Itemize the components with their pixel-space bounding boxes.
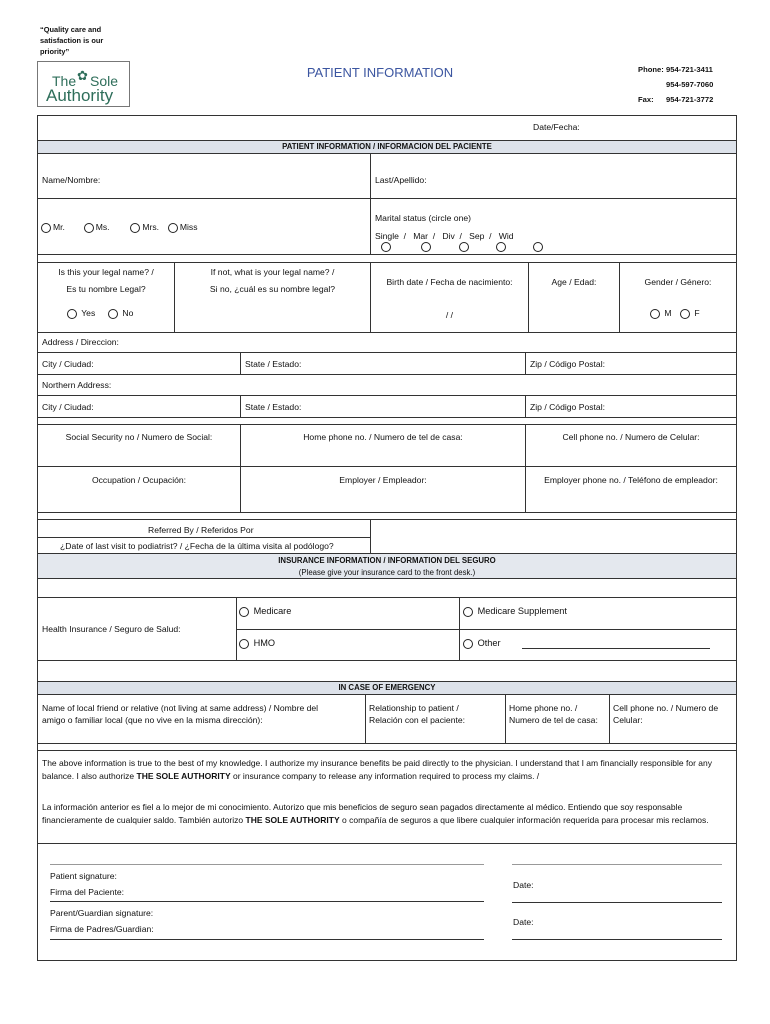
emergency-home-label-1[interactable]: Home phone no. /	[509, 703, 578, 713]
gender-f-option[interactable]: F	[680, 308, 700, 319]
gender-label: Gender / Género:	[644, 277, 712, 287]
patient-signature-label-es: Firma del Paciente:	[50, 887, 125, 897]
health-insurance-label: Health Insurance / Seguro de Salud:	[42, 624, 181, 634]
radio-single[interactable]	[381, 242, 391, 252]
phone-2: 954-597-7060	[666, 80, 714, 89]
birth-date-field[interactable]: / /	[445, 310, 454, 320]
patient-signature-label-en: Patient signature:	[50, 871, 117, 881]
guardian-signature-label-es: Firma de Padres/Guardian:	[50, 924, 154, 934]
radio-icon	[41, 223, 51, 233]
brand-name: THE SOLE AUTHORITY	[245, 815, 340, 825]
emergency-name-label-1[interactable]: Name of local friend or relative (not living at same address) / Nombre del	[42, 703, 319, 713]
age-label[interactable]: Age / Edad:	[551, 277, 597, 287]
logo-sole: Sole	[90, 73, 119, 89]
northern-state-label[interactable]: State / Estado:	[245, 402, 302, 412]
phone-1: 954-721-3411	[666, 65, 713, 74]
city-label[interactable]: City / Ciudad:	[42, 359, 94, 369]
radio-divorced[interactable]	[459, 242, 469, 252]
title-options	[41, 222, 198, 233]
gender-m-option[interactable]: M	[650, 308, 672, 319]
page-title: PATIENT INFORMATION	[306, 65, 454, 80]
brand-name: THE SOLE AUTHORITY	[136, 771, 231, 781]
patient-date-line[interactable]	[512, 902, 722, 903]
radio-mrs[interactable]: Mrs.	[130, 222, 159, 232]
insurance-section	[38, 553, 736, 579]
legal-name-q-en: Is this your legal name? /	[58, 267, 154, 277]
employer-phone-label[interactable]: Employer phone no. / Teléfono de empleador:	[544, 475, 718, 485]
radio-icon	[67, 309, 77, 319]
radio-icon	[463, 607, 473, 617]
ssn-label[interactable]: Social Security no / Numero de Social:	[65, 432, 213, 442]
emergency-cell-label-2: Celular:	[613, 715, 643, 725]
contact-info	[638, 62, 713, 107]
address-label[interactable]: Address / Direccion:	[42, 337, 119, 347]
radio-icon	[239, 639, 249, 649]
home-phone-label[interactable]: Home phone no. / Numero de tel de casa:	[303, 432, 463, 442]
other-insurance-line[interactable]	[522, 648, 710, 649]
state-label[interactable]: State / Estado:	[245, 359, 302, 369]
footprint-icon: ✿	[77, 68, 88, 83]
fax-number: 954-721-3772	[666, 95, 714, 104]
employer-label[interactable]: Employer / Empleador:	[339, 475, 427, 485]
relationship-label-2: Relación con el paciente:	[369, 715, 466, 725]
radio-separated[interactable]	[496, 242, 506, 252]
radio-miss[interactable]: Miss	[168, 222, 198, 232]
northern-zip-label[interactable]: Zip / Código Postal:	[530, 402, 605, 412]
cell-phone-label[interactable]: Cell phone no. / Numero de Celular:	[562, 432, 700, 442]
patient-section-title: PATIENT INFORMATION / INFORMACION DEL PACIENTE	[38, 140, 736, 154]
guardian-signature-line[interactable]	[50, 939, 484, 940]
northern-city-label[interactable]: City / Ciudad:	[42, 402, 94, 412]
fax-label: Fax:	[638, 95, 654, 104]
legal-name-q-es: Es tu nombre Legal?	[66, 284, 146, 294]
emergency-home-label-2: Numero de tel de casa:	[509, 715, 598, 725]
birth-date-label: Birth date / Fecha de nacimiento:	[386, 277, 513, 287]
other-option[interactable]: Other	[463, 638, 501, 649]
last-visit-label[interactable]: ¿Date of last visit to podiatrist? / ¿Fecha de la última visita al podólogo?	[60, 541, 334, 551]
if-not-label-es: Si no, ¿cuál es su nombre legal?	[209, 284, 336, 294]
legal-yes-option[interactable]: Yes	[67, 308, 95, 319]
radio-married[interactable]	[421, 242, 431, 252]
insurance-subtitle: (Please give your insurance card to the front desk.)	[298, 568, 476, 577]
marital-options: Single / Mar / Div / Sep / Wid	[375, 231, 514, 241]
date-label: Date/Fecha:	[533, 122, 580, 132]
radio-icon	[463, 639, 473, 649]
emergency-section-title: IN CASE OF EMERGENCY	[38, 681, 736, 695]
phone-label: Phone:	[638, 65, 664, 74]
patient-signature-line[interactable]	[50, 901, 484, 902]
radio-icon	[84, 223, 94, 233]
radio-icon	[650, 309, 660, 319]
radio-icon	[680, 309, 690, 319]
radio-widowed[interactable]	[533, 242, 543, 252]
logo	[37, 61, 130, 107]
marital-label: Marital status (circle one)	[375, 213, 471, 223]
radio-ms[interactable]: Ms.	[84, 222, 110, 232]
if-not-label-en: If not, what is your legal name? /	[210, 267, 335, 277]
last-name-label[interactable]: Last/Apellido:	[375, 175, 427, 185]
consent-english: The above information is true to the best of my knowledge. I authorize my insurance benefits be paid directly to the physician. I understand that I am financially responsible for any balance. I also authorize THE SOLE AUTHORITY or insurance company to release any information required to process my claims. /	[42, 758, 712, 781]
referred-by-label[interactable]: Referred By / Referidos Por	[148, 525, 254, 535]
emergency-cell-label-1[interactable]: Cell phone no. / Numero de	[613, 703, 719, 713]
patient-date-label: Date:	[513, 880, 534, 890]
medicare-option[interactable]: Medicare	[239, 606, 291, 617]
radio-icon	[239, 607, 249, 617]
tagline: “Quality care and satisfaction is our priority”	[40, 25, 104, 56]
hmo-option[interactable]: HMO	[239, 638, 275, 649]
logo-authority: Authority	[46, 86, 114, 105]
legal-no-option[interactable]: No	[108, 308, 133, 319]
relationship-label-1[interactable]: Relationship to patient /	[369, 703, 459, 713]
radio-mr[interactable]: Mr.	[41, 222, 65, 232]
insurance-section-title: INSURANCE INFORMATION / INFORMATION DEL SEGURO	[278, 556, 496, 565]
radio-icon	[168, 223, 178, 233]
emergency-name-label-2: amigo o familiar local (que no vive en la misma dirección):	[42, 715, 263, 725]
radio-icon	[108, 309, 118, 319]
occupation-label[interactable]: Occupation / Ocupación:	[91, 475, 187, 485]
medicare-supplement-option[interactable]: Medicare Supplement	[463, 606, 567, 617]
guardian-date-label: Date:	[513, 917, 534, 927]
northern-address-label[interactable]: Northern Address:	[42, 380, 112, 390]
logo-the: The	[52, 73, 77, 89]
consent-spanish: La información anterior es fiel a lo mejor de mi conocimiento. Autorizo que mis beneficios de seguro sean pagados directamente al médico. Entiendo que soy responsable financieramente de cualquier saldo. También autorizo THE SOLE AUTHORITY o compañía de seguros a que libere cualquier información requerida para procesar mis reclamos.	[42, 802, 709, 825]
guardian-date-line[interactable]	[512, 939, 722, 940]
name-label[interactable]: Name/Nombre:	[42, 175, 101, 185]
zip-label[interactable]: Zip / Código Postal:	[530, 359, 605, 369]
radio-icon	[130, 223, 140, 233]
guardian-signature-label-en: Parent/Guardian signature:	[50, 908, 154, 918]
